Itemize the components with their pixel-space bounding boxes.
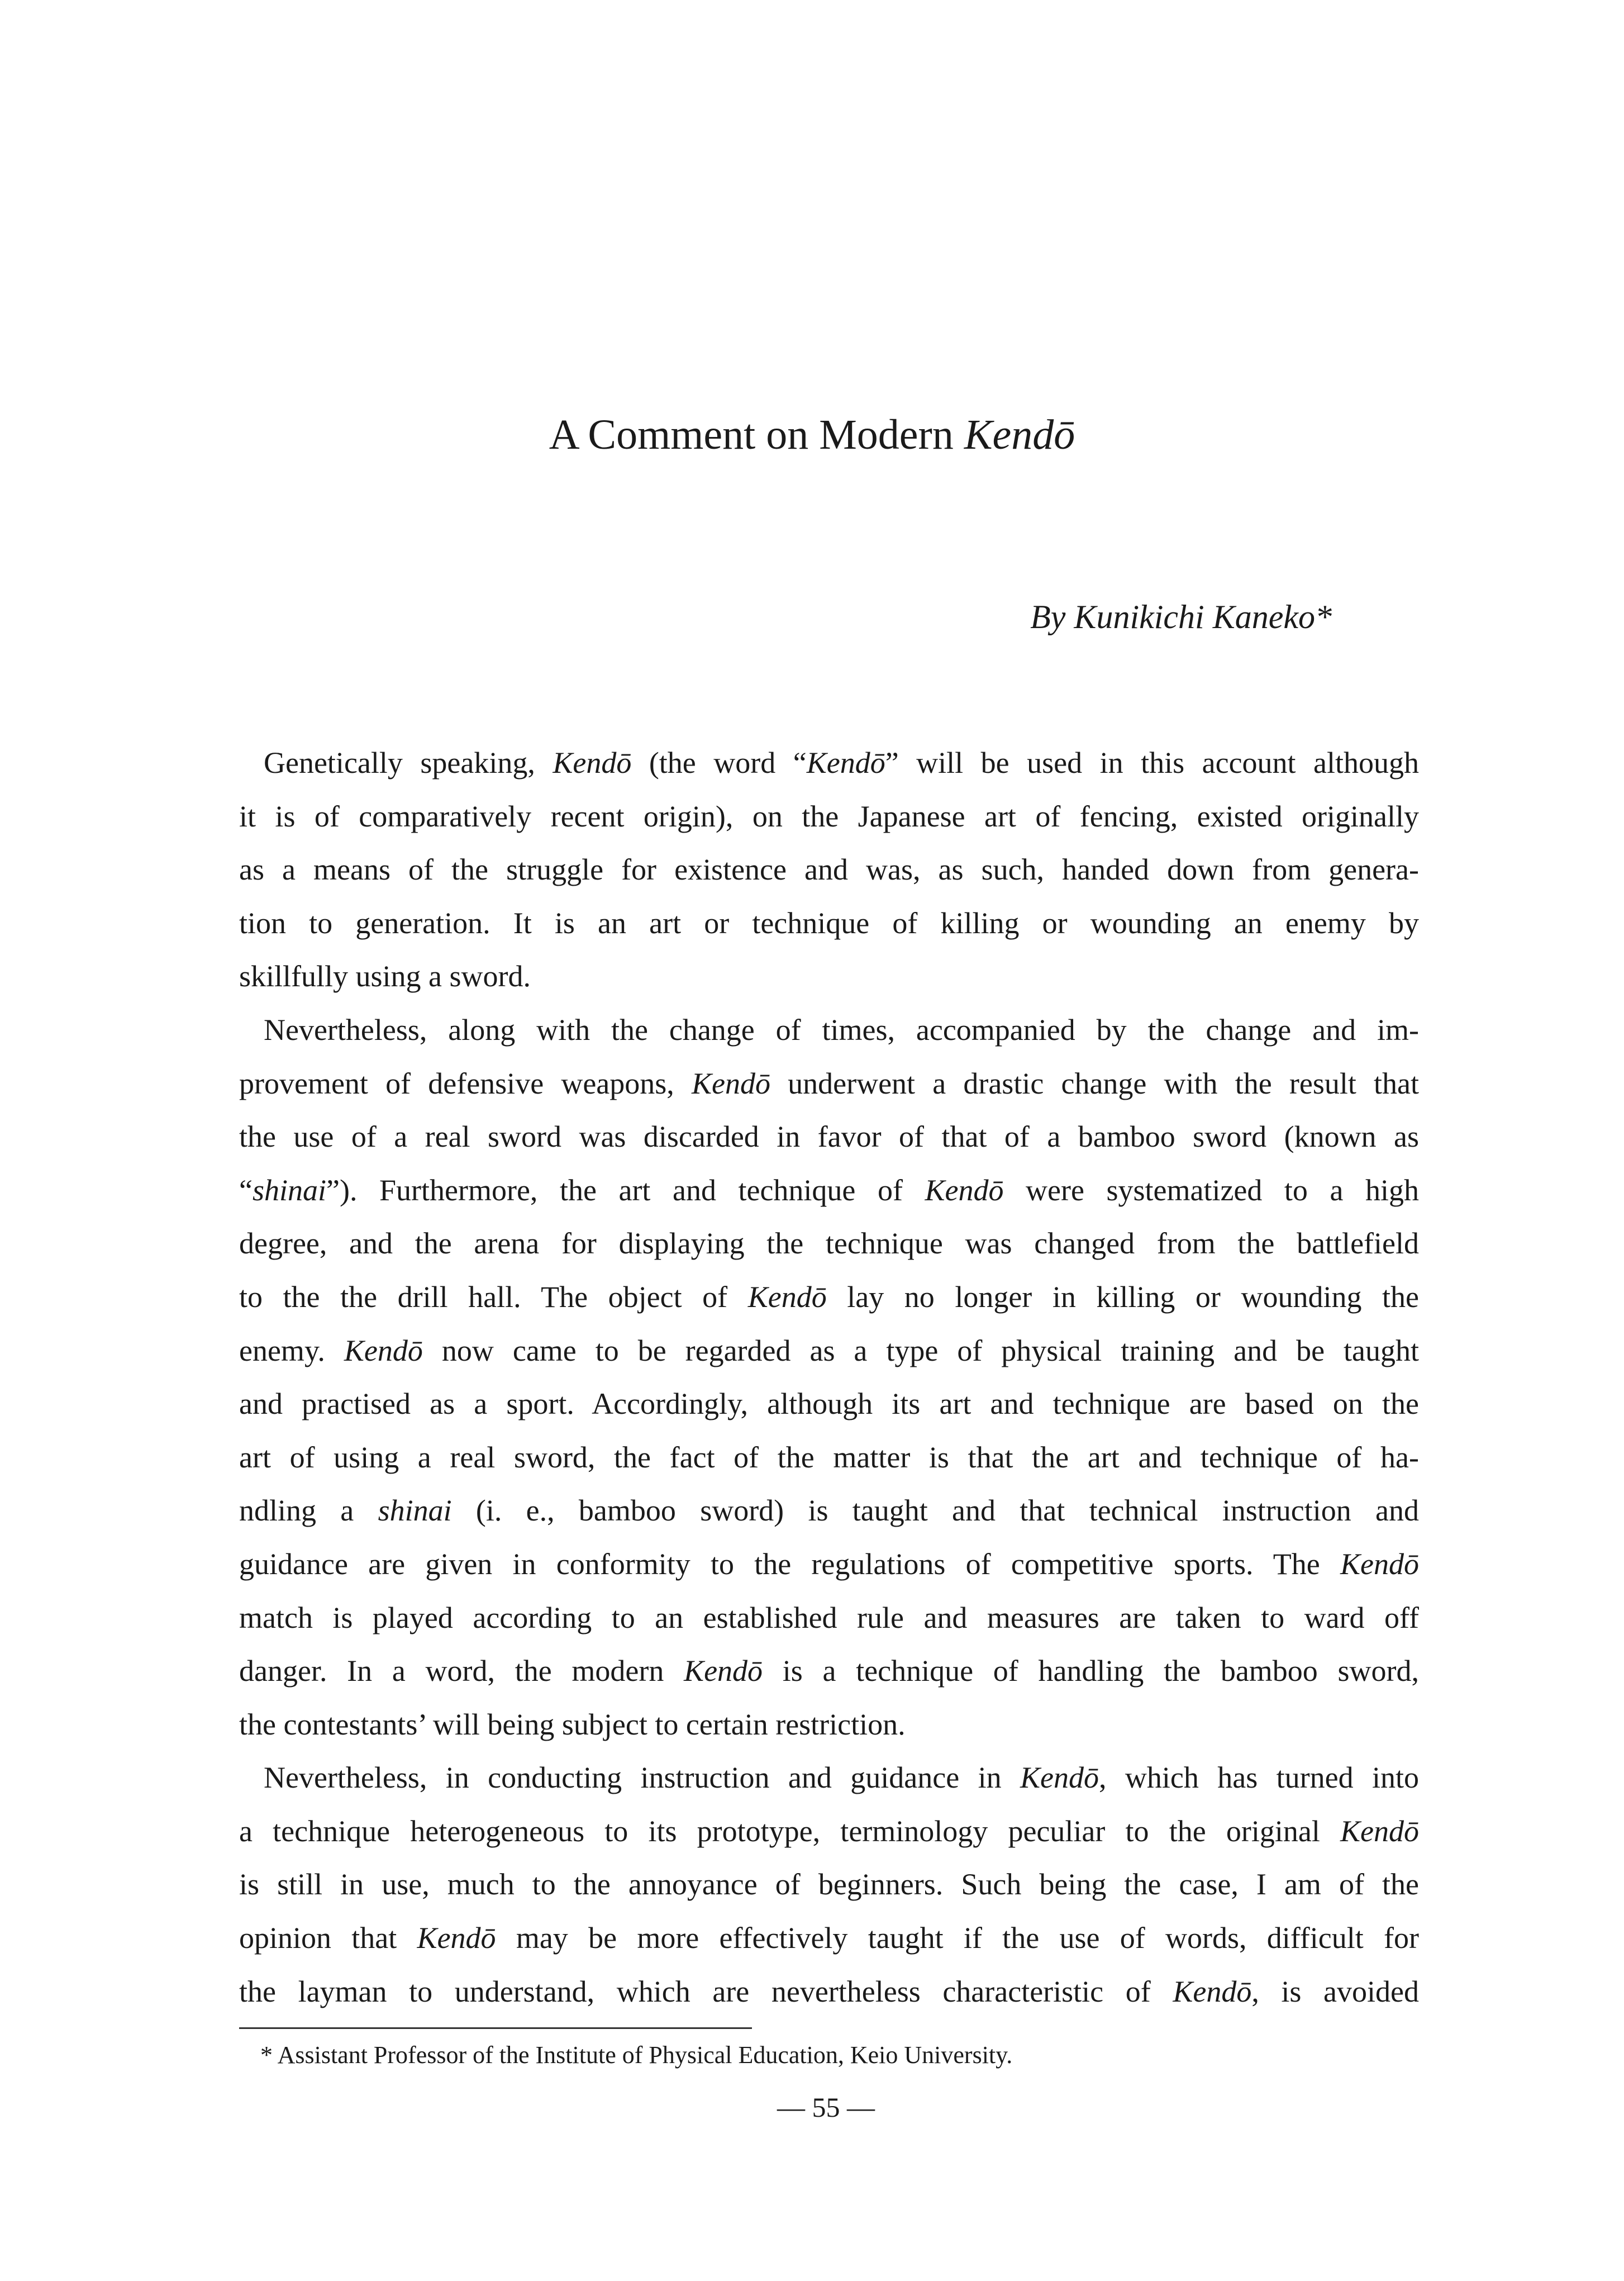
text-line <box>239 950 1419 1004</box>
text-line <box>239 1912 1419 1965</box>
text-line <box>239 1324 1419 1378</box>
text-line <box>239 1217 1419 1271</box>
text-line <box>239 1164 1419 1218</box>
text-line <box>239 736 1419 790</box>
text-segment: and practised as a sport. Accordingly, although its art and technique are based on the <box>239 1387 1419 1421</box>
text-line <box>239 1591 1419 1645</box>
text-segment: is a technique of handling the bamboo sword, <box>763 1654 1419 1688</box>
text-segment: may be more effectively taught if the use of words, difficult for <box>496 1921 1419 1955</box>
text-segment: the use of a real sword was discarded in favor of that of a bamboo sword (known as <box>239 1120 1419 1154</box>
title-text: A Comment on Modern <box>549 411 964 458</box>
italic-term: Kendō <box>925 1173 1004 1207</box>
text-line <box>239 790 1419 844</box>
text-line <box>239 1965 1419 2019</box>
italic-term: Kendō <box>344 1333 423 1367</box>
text-segment: opinion that <box>239 1921 417 1955</box>
text-segment: Nevertheless, in conducting instruction and guidance in <box>264 1761 1020 1795</box>
text-segment: degree, and the arena for displaying the technique was changed from the battlefield <box>239 1227 1419 1261</box>
text-line <box>239 1377 1419 1431</box>
text-line <box>239 1271 1419 1324</box>
text-segment: (the word “ <box>631 746 807 780</box>
text-line <box>239 1431 1419 1485</box>
italic-term: shinai <box>252 1173 326 1207</box>
italic-term: shinai <box>378 1494 452 1528</box>
text-segment: danger. In a word, the modern <box>239 1654 684 1688</box>
text-segment: tion to generation. It is an art or technique of killing or wounding an enemy by <box>239 906 1419 940</box>
italic-term: Kendō <box>1020 1761 1099 1795</box>
text-segment: it is of comparatively recent origin), on the Japanese art of fencing, existed originally <box>239 799 1419 833</box>
text-line <box>239 843 1419 897</box>
article-body <box>239 736 1419 2018</box>
italic-term: Kendō <box>684 1654 763 1688</box>
text-line <box>239 1538 1419 1591</box>
text-segment: guidance are given in conformity to the regulations of competitive sports. The <box>239 1547 1340 1581</box>
text-segment: underwent a drastic change with the result that <box>770 1066 1419 1100</box>
italic-term: Kendō <box>1340 1547 1419 1581</box>
text-segment: “ <box>239 1173 253 1207</box>
italic-term: Kendō <box>747 1280 827 1314</box>
text-segment: ”). Furthermore, the art and technique of <box>326 1173 925 1207</box>
text-segment: to the the drill hall. The object of <box>239 1280 748 1314</box>
text-segment: lay no longer in killing or wounding the <box>826 1280 1419 1314</box>
text-line <box>239 1057 1419 1111</box>
text-line <box>239 1698 1419 1752</box>
text-segment: skillfully using a sword. <box>239 959 531 994</box>
footnote: * Assistant Professor of the Institute of Physical Education, Keio University. <box>260 2041 1013 2069</box>
text-line <box>239 1110 1419 1164</box>
text-segment: Nevertheless, along with the change of times, accompanied by the change and im- <box>264 1013 1419 1047</box>
text-segment: the layman to understand, which are nevertheless characteristic of <box>239 1974 1173 2008</box>
text-segment: a technique heterogeneous to its prototype, terminology peculiar to the original <box>239 1814 1340 1848</box>
title-italic: Kendō <box>964 411 1075 458</box>
author-byline: By Kunikichi Kaneko* <box>1030 598 1332 635</box>
text-segment: now came to be regarded as a type of physical training and be taught <box>422 1333 1419 1367</box>
text-segment: is still in use, much to the annoyance of beginners. Such being the case, I am of the <box>239 1867 1419 1902</box>
text-segment: , is avoided <box>1251 1974 1419 2008</box>
text-segment: (i. e., bamboo sword) is taught and that technical instruction and <box>451 1494 1419 1528</box>
article-title <box>0 411 1624 459</box>
text-line <box>239 1751 1419 1805</box>
italic-term: Kendō <box>417 1921 496 1955</box>
text-segment: art of using a real sword, the fact of the matter is that the art and technique of ha- <box>239 1440 1419 1474</box>
italic-term: Kendō <box>691 1066 770 1100</box>
text-segment: Genetically speaking, <box>264 746 553 780</box>
text-line <box>239 897 1419 951</box>
text-segment: as a means of the struggle for existence and was, as such, handed down from genera- <box>239 853 1419 887</box>
text-segment: were systematized to a high <box>1003 1173 1419 1207</box>
text-segment: enemy. <box>239 1333 344 1367</box>
text-segment: ” will be used in this account although <box>885 746 1420 780</box>
text-line <box>239 1484 1419 1538</box>
text-line <box>239 1645 1419 1698</box>
italic-term: Kendō <box>553 746 632 780</box>
text-segment: ndling a <box>239 1494 378 1528</box>
text-segment: , which has turned into <box>1098 1761 1419 1795</box>
italic-term: Kendō <box>1173 1974 1252 2008</box>
text-segment: match is played according to an established rule and measures are taken to ward off <box>239 1600 1419 1634</box>
text-line <box>239 1858 1419 1912</box>
page-number: — 55 — <box>777 2092 875 2123</box>
text-segment: the contestants’ will being subject to certain restriction. <box>239 1707 906 1741</box>
text-line <box>239 1805 1419 1859</box>
footnote-rule <box>239 2027 752 2029</box>
italic-term: Kendō <box>1340 1814 1419 1848</box>
text-line <box>239 1004 1419 1057</box>
italic-term: Kendō <box>806 746 885 780</box>
text-segment: provement of defensive weapons, <box>239 1066 692 1100</box>
